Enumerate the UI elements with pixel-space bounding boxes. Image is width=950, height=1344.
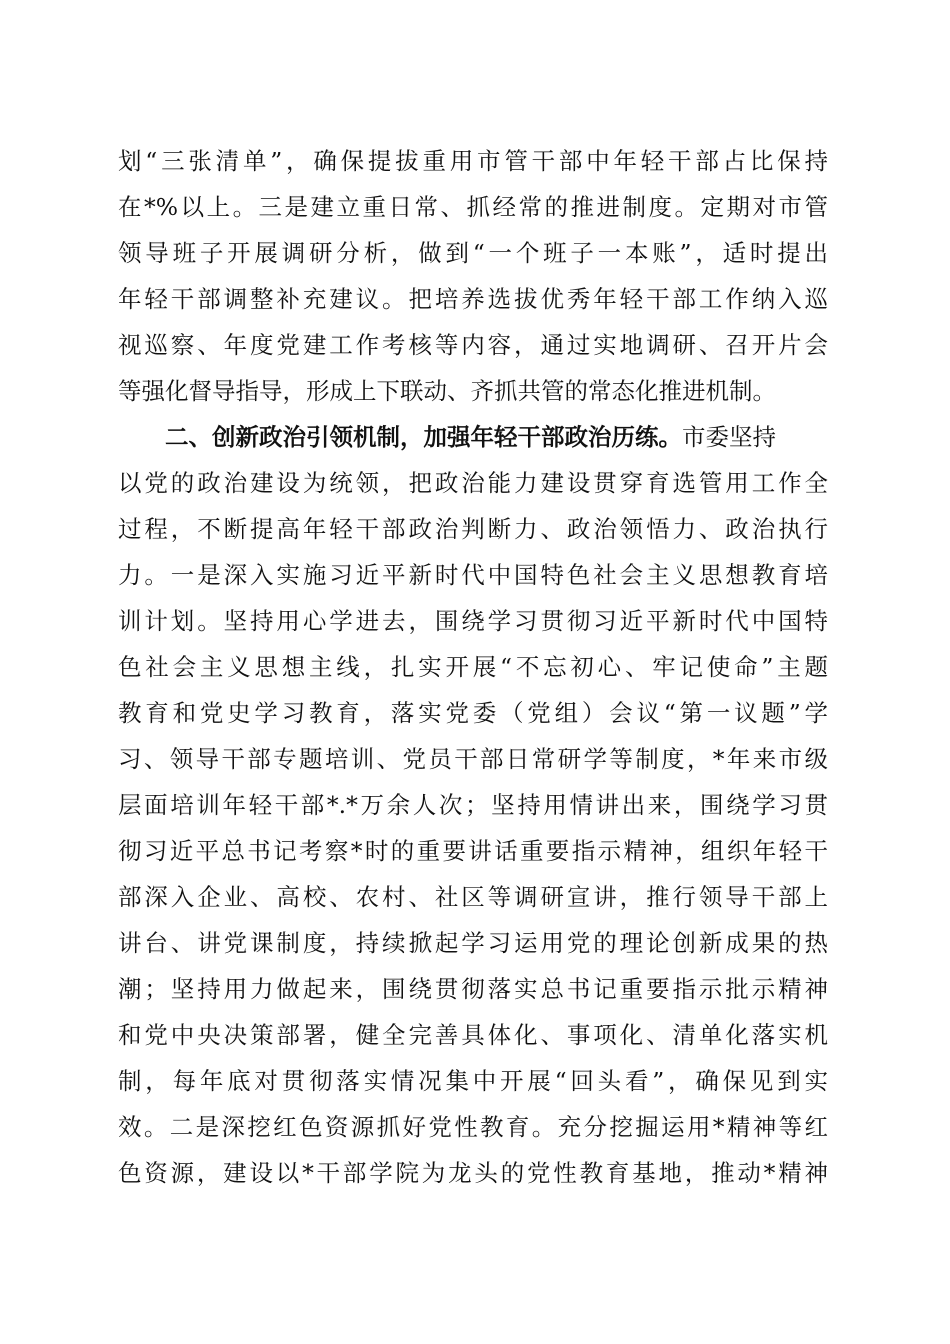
paragraph-line: 在*%以上。三是建立重日常、抓经常的推进制度。定期对市管 [118,193,828,221]
paragraph-line: 制，每年底对贯彻落实情况集中开展“回头看”，确保见到实 [118,1067,828,1095]
paragraph-line: 和党中央决策部署，健全完善具体化、事项化、清单化落实机 [118,1021,828,1049]
paragraph-line: 教育和党史学习教育，落实党委（党组）会议“第一议题”学 [118,699,828,727]
paragraph-line: 训计划。坚持用心学进去，围绕学习贯彻习近平新时代中国特 [118,607,828,635]
paragraph-line: 以党的政治建设为统领，把政治能力建设贯穿育选管用工作全 [118,469,828,497]
paragraph-line: 层面培训年轻干部*.*万余人次；坚持用情讲出来，围绕学习贯 [118,791,828,819]
paragraph-line: 过程，不断提高年轻干部政治判断力、政治领悟力、政治执行 [118,515,828,543]
paragraph-line: 潮；坚持用力做起来，围绕贯彻落实总书记重要指示批示精神 [118,975,828,1003]
section-heading-line [118,414,828,460]
paragraph-line: 色社会主义思想主线，扎实开展“不忘初心、牢记使命”主题 [118,653,828,681]
section-intro-text: 市委坚持 [682,423,776,451]
body-text [118,138,828,1196]
paragraph-line: 力。一是深入实施习近平新时代中国特色社会主义思想教育培 [118,561,828,589]
paragraph-line: 部深入企业、高校、农村、社区等调研宣讲，推行领导干部上 [118,883,828,911]
paragraph-line: 划“三张清单”，确保提拔重用市管干部中年轻干部占比保持 [118,147,828,175]
paragraph-line: 彻习近平总书记考察*时的重要讲话重要指示精神，组织年轻干 [118,837,828,865]
paragraph-line: 习、领导干部专题培训、党员干部日常研学等制度，*年来市级 [118,745,828,773]
paragraph-line: 色资源，建设以*干部学院为龙头的党性教育基地，推动*精神 [118,1159,828,1187]
paragraph-line: 领导班子开展调研分析，做到“一个班子一本账”，适时提出 [118,239,828,267]
paragraph-line: 效。二是深挖红色资源抓好党性教育。充分挖掘运用*精神等红 [118,1113,828,1141]
paragraph-line: 等强化督导指导，形成上下联动、齐抓共管的常态化推进机制。 [118,377,776,405]
section-heading: 二、创新政治引领机制，加强年轻干部政治历练。 [165,423,682,451]
paragraph-line: 视巡察、年度党建工作考核等内容，通过实地调研、召开片会 [118,331,828,359]
paragraph-line: 讲台、讲党课制度，持续掀起学习运用党的理论创新成果的热 [118,929,828,957]
paragraph-line: 年轻干部调整补充建议。把培养选拔优秀年轻干部工作纳入巡 [118,285,828,313]
